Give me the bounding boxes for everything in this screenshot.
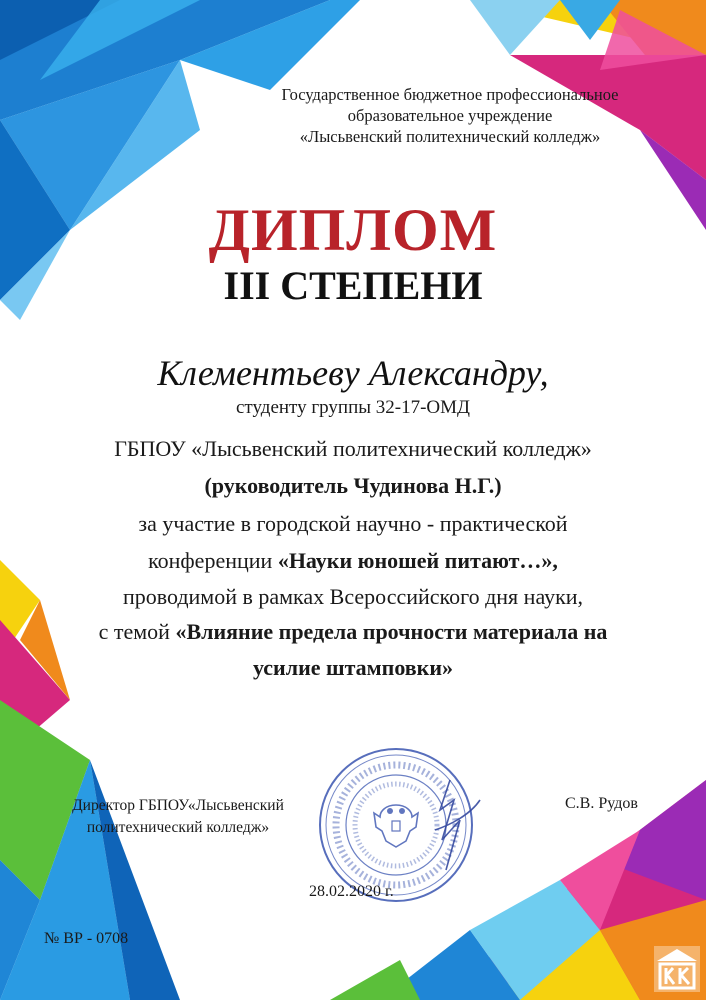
body-line-2: ГБПОУ «Лысьвенский политехнический колледж» bbox=[114, 436, 592, 461]
handwritten-signature bbox=[380, 770, 490, 890]
body-line-1: студенту группы 32-17-ОМД bbox=[236, 397, 470, 418]
body-line-5-plain: конференции bbox=[148, 548, 278, 573]
issue-date: 28.02.2020 г. bbox=[309, 883, 394, 900]
body-line-7-plain: с темой bbox=[98, 619, 176, 644]
organization-header bbox=[180, 84, 706, 147]
diploma-title: ДИПЛОМ bbox=[208, 197, 498, 263]
director-line-2: политехнический колледж» bbox=[86, 819, 270, 836]
body-line-7 bbox=[0, 617, 706, 647]
body-line-3: (руководитель Чудинова Н.Г.) bbox=[204, 473, 502, 498]
topic-title-part-1: «Влияние предела прочности материала на bbox=[175, 619, 608, 644]
college-logo-icon bbox=[654, 946, 700, 992]
body-line-6: проводимой в рамках Всероссийского дня науки, bbox=[122, 584, 584, 609]
body-line-4: за участие в городской научно - практической bbox=[138, 511, 568, 536]
director-line-1: Директор ГБПОУ«Лысьвенский bbox=[72, 797, 284, 814]
conference-name: «Науки юношей питают…», bbox=[277, 548, 558, 573]
topic-title-part-2: усилие штамповки» bbox=[252, 655, 454, 680]
organization-line-1: Государственное бюджетное профессиональное bbox=[281, 85, 619, 104]
director-title bbox=[58, 795, 298, 839]
organization-line-3: «Лысьвенский политехнический колледж» bbox=[299, 127, 601, 146]
body-line-5 bbox=[0, 546, 706, 576]
signer-name: С.В. Рудов bbox=[565, 795, 638, 812]
recipient-name: Клементьеву Александру, bbox=[157, 353, 549, 393]
diploma-degree: III СТЕПЕНИ bbox=[223, 263, 483, 308]
diploma-number: № ВР - 0708 bbox=[44, 930, 129, 947]
organization-line-2: образовательное учреждение bbox=[347, 106, 553, 125]
